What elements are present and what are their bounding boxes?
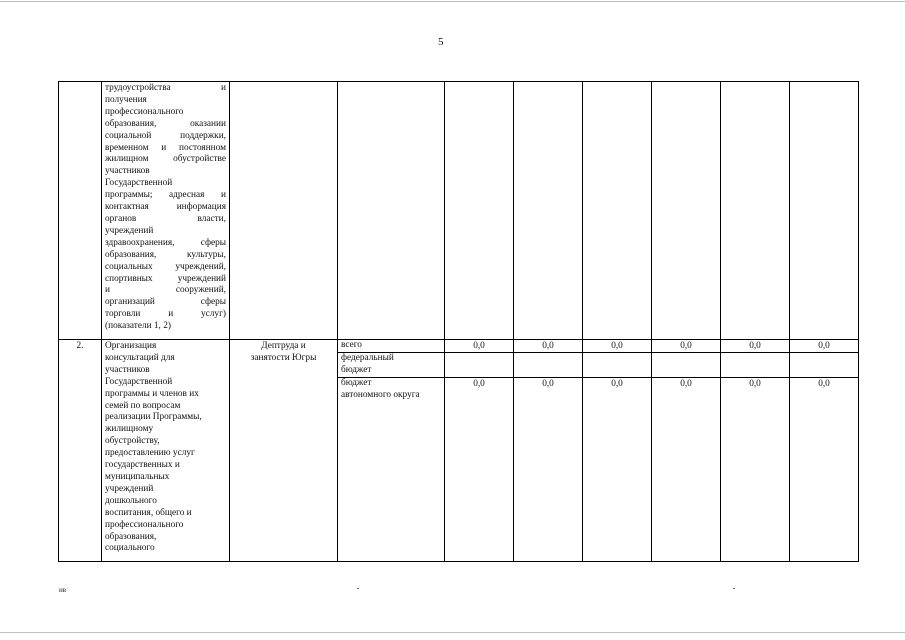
text-line: обустройству, — [105, 436, 160, 447]
text-line: образования, культуры, — [105, 249, 226, 260]
row-number: 2. — [76, 341, 84, 351]
text-line: консультаций для — [105, 352, 175, 363]
text-line: Государственной — [105, 376, 173, 387]
value-total: 0,0 — [611, 341, 623, 351]
source-total — [338, 340, 444, 353]
text-line: спортивных учреждений — [105, 273, 226, 284]
text-line: Организация — [105, 341, 157, 351]
text-line: профессионального — [105, 519, 184, 530]
text-line: программы и членов их — [105, 388, 199, 399]
cell-values-year-6 — [790, 340, 859, 562]
cell-executor — [230, 340, 338, 562]
text-line: трудоустройства и — [105, 83, 226, 93]
text-line: жилищном обустройстве — [105, 154, 226, 165]
cell-activity — [102, 340, 230, 562]
text-line: здравоохранения, сферы — [105, 237, 226, 248]
text-line: дошкольного — [105, 495, 157, 506]
text-line: занятости Югры — [250, 352, 317, 363]
source-label: федеральный — [341, 353, 394, 363]
value-federal — [721, 353, 789, 354]
executor-text — [230, 340, 337, 365]
text-line: реализации Программы, — [105, 412, 202, 423]
text-line: временном и постоянном — [105, 142, 226, 153]
text-line: и сооружений, — [105, 285, 226, 296]
source-regional — [338, 378, 444, 402]
source-label: бюджет — [341, 365, 372, 375]
table-row-continued — [59, 82, 859, 340]
text-line: участников — [105, 364, 150, 375]
value-regional: 0,0 — [542, 379, 554, 389]
value-total: 0,0 — [473, 341, 485, 351]
continued-activity-text — [102, 82, 229, 333]
activity-text — [102, 340, 229, 555]
source-label: всего — [341, 340, 362, 350]
text-line: жилищному — [105, 424, 154, 435]
table-row-2 — [59, 340, 859, 562]
text-line: государственных и — [105, 460, 180, 471]
source-label: автономного округа — [341, 390, 420, 400]
text-line: социального — [105, 543, 155, 554]
cell-source — [338, 82, 445, 340]
cell-values-year-5 — [721, 340, 790, 562]
cell-value — [583, 82, 652, 340]
value-regional: 0,0 — [611, 379, 623, 389]
text-line: Дептруда и — [261, 341, 306, 351]
cell-values-year-2 — [514, 340, 583, 562]
text-line: программы; адресная и — [105, 190, 226, 201]
value-regional: 0,0 — [818, 379, 830, 389]
value-federal — [790, 353, 858, 354]
cell-value — [514, 82, 583, 340]
text-line: учреждений — [105, 483, 154, 494]
text-line: муниципальных — [105, 471, 170, 482]
text-line: образования, оказании — [105, 118, 226, 129]
text-line: Государственной — [105, 178, 173, 189]
cell-value — [652, 82, 721, 340]
cell-values-year-4 — [652, 340, 721, 562]
cell-value — [721, 82, 790, 340]
text-line: участников — [105, 166, 150, 177]
source-federal — [338, 353, 444, 378]
text-line: учреждений — [105, 225, 154, 236]
scan-speck — [733, 588, 735, 589]
text-line: социальных учреждений, — [105, 261, 226, 272]
value-federal — [514, 353, 582, 354]
text-line: семей по вопросам — [105, 400, 181, 411]
scan-edge-top — [0, 1, 905, 2]
scan-edge-bottom — [0, 632, 905, 633]
text-line: образования, — [105, 531, 157, 542]
text-line: получения — [105, 94, 147, 105]
cell-value — [445, 82, 514, 340]
footer-mark: нв — [59, 586, 67, 594]
source-label: бюджет — [341, 378, 372, 388]
program-activities-table — [58, 81, 859, 562]
value-regional: 0,0 — [473, 379, 485, 389]
value-regional: 0,0 — [680, 379, 692, 389]
value-total: 0,0 — [680, 341, 692, 351]
cell-values-year-1 — [445, 340, 514, 562]
text-line: органов власти, — [105, 213, 226, 224]
text-line: контактная информация — [105, 202, 226, 213]
value-total: 0,0 — [818, 341, 830, 351]
text-line: (показатели 1, 2) — [105, 321, 171, 332]
text-line: торговли и услуг) — [105, 309, 226, 320]
value-total: 0,0 — [542, 341, 554, 351]
scan-speck — [357, 588, 359, 589]
value-federal — [445, 353, 513, 354]
value-federal — [652, 353, 720, 354]
text-line: организаций сферы — [105, 297, 226, 308]
text-line: предоставлению услуг — [105, 448, 195, 459]
text-line: воспитания, общего и — [105, 507, 192, 518]
cell-funding-sources — [338, 340, 445, 562]
cell-value — [790, 82, 859, 340]
text-line: социальной поддержки, — [105, 130, 226, 141]
cell-values-year-3 — [583, 340, 652, 562]
cell-number — [59, 82, 102, 340]
cell-number — [59, 340, 102, 562]
value-federal — [583, 353, 651, 354]
value-regional: 0,0 — [749, 379, 761, 389]
value-total: 0,0 — [749, 341, 761, 351]
text-line: профессионального — [105, 106, 184, 117]
page-number: 5 — [438, 36, 444, 48]
cell-executor — [230, 82, 338, 340]
cell-activity — [102, 82, 230, 340]
